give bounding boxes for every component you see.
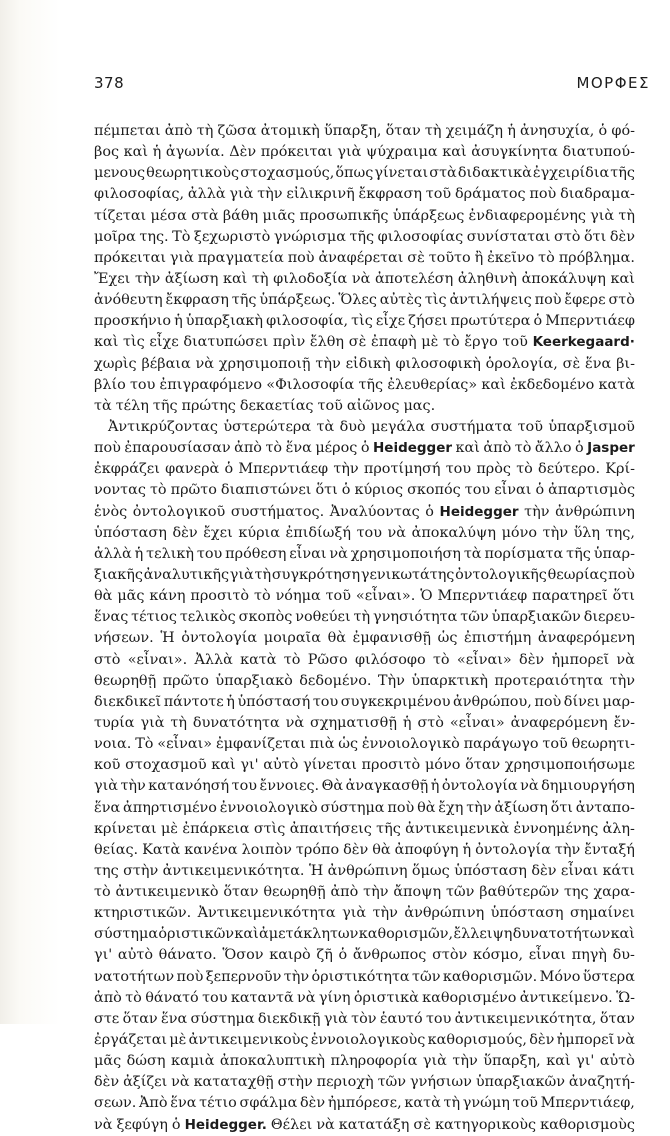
text-line: Ἀντικρύζοντας ὑστερώτερα τὰ δυὸ μεγάλα συστήματα τοῦ ὑπαρξισμοῦ (108, 418, 635, 435)
text-line: προσκήνιο ἡ ὑπαρξιακὴ φιλοσοφία, τὶς εἶχε ζήσει πρωτύτερα ὁ Μπερντιάεφ (94, 313, 635, 330)
text-line: ὑπόσταση δὲν ἔχει κύρια ἐπιδίωξή του νὰ ἀποκαλύψη μόνο τὴν ὕλη της, (94, 524, 635, 541)
text-line: ἀλλὰ ἡ τελικὴ του πρόθεση εἶναι νὰ χρησιμοποιήση τὰ πορίσματα τῆς ὑπαρ- (94, 545, 635, 562)
text-line: κρίνεται μὲ ἐπάρκεια στὶς ἀπαιτήσεις τῆς ἀντικειμενικὰ ἐννοημένης ἀλη- (94, 820, 635, 837)
text-line: τίζεται μέσα στὰ βάθη μιᾶς προσωπικῆς ὑπάρξεως ἐνδιαφερομένης γιὰ τὴ (94, 207, 635, 224)
text-line: πέμπεται ἀπὸ τὴ ζῶσα ἀτομικὴ ὕπαρξη, ὅταν τὴ χειμάζη ἡ ἀνησυχία, ὁ φό- (94, 123, 635, 139)
running-head: ΜΟΡΦΕΣ (576, 74, 650, 92)
text-line: μενους θεωρητικοὺς στοχασμούς, ὅπως γίνεται στὰ διδακτικὰ ἐγχειρίδια τῆς (94, 165, 635, 182)
text-line: νήσεων. Ἡ ὀντολογία μοιραῖα θὰ ἐμφανισθῇ ὡς ἐπιστήμη ἀναφερόμενη (94, 630, 635, 647)
text-line: ἕνα ἀπηρτισμένο ἐννοιολογικὸ σύστημα ποὺ θὰ ἔχη τὴν ἀξίωση ὅτι ἀνταπο- (94, 799, 635, 816)
text-line: ἀνόθευτη ἔκφραση τῆς ὑπάρξεως. Ὅλες αὐτὲς τὶς ἀντιλήψεις ποὺ ἔφερε στὸ (94, 292, 635, 309)
text-line: θεωρηθῇ πρῶτο ὑπαρξιακὸ δεδομένο. Τὴν ὑπαρκτικὴ προτεραιότητα τὴν (94, 672, 635, 689)
text-line: στε ὅταν ἕνα σύστημα διεκδικῇ γιὰ τὸν ἑαυτό του ἀντικειμενικότητα, ὅταν (94, 1010, 635, 1027)
text-line: ποὺ ἐπαρουσίασαν ἀπὸ τὸ ἕνα μέρος ὁ Heidegger καὶ ἀπὸ τὸ ἄλλο ὁ Jasper (94, 440, 635, 457)
text-line: θείας. Κατὰ κανένα λοιπὸν τρόπο δὲν θὰ ἀποφύγη ἡ ὀντολογία τὴν ἔνταξή (94, 841, 635, 858)
page-number: 378 (94, 74, 125, 92)
text-line: καὶ τὶς εἶχε διατυπώσει πρὶν ἔλθη σὲ ἐπαφὴ μὲ τὸ ἔργο τοῦ Keerkegaard· (94, 334, 635, 351)
text-line: νοντας τὸ πρῶτο διαπιστώνει ὅτι ὁ κύριος σκοπός του εἶναι ὁ ἀπαρτισμὸς (94, 482, 635, 499)
body-text (94, 121, 635, 1136)
text-line: κτηριστικῶν. Ἀντικειμενικότητα γιὰ τὴν ἀνθρώπινη ὑπόσταση σημαίνει (94, 905, 635, 922)
text-line: θὰ μᾶς κάνη προσιτὸ τὸ νόημα τοῦ «εἶναι». Ὁ Μπερντιάεφ παρατηρεῖ ὅτι (94, 588, 635, 605)
text-line: ἕνας τέτιος τελικὸς σκοπὸς νοθεύει τὴ γνησιότητα τῶν ὑπαρξιακῶν διερευ- (94, 609, 635, 626)
text-line: Ἔχει τὴν ἀξίωση καὶ τὴ φιλοδοξία νὰ ἀποτελέση ἀληθινὴ ἀποκάλυψη καὶ (94, 270, 635, 287)
text-line: στὸ «εἶναι». Ἀλλὰ κατὰ τὸ Ρῶσο φιλόσοφο τὸ «εἶναι» δὲν ἠμπορεῖ νὰ (94, 651, 635, 668)
text-line: ξιακῆς ἀναλυτικῆς γιὰ τὴ συγκρότηση γενικωτάτης ὀντολογικῆς θεωρίας ποὺ (94, 566, 635, 583)
text-line: κοῦ στοχασμοῦ καὶ γι' αὐτὸ γίνεται προσιτὸ μόνο ὅταν χρησιμοποιήσωμε (94, 757, 635, 774)
text-line: γιὰ τὴν κατανόησή του ἔννοιες. Θὰ ἀναγκασθῇ ἡ ὀντολογία νὰ δημιουργήση (94, 778, 635, 795)
text-line: φιλοσοφίας, ἀλλὰ γιὰ τὴν εἰλικρινῆ ἔκφραση τοῦ δράματος ποὺ διαδραμα- (94, 186, 635, 203)
text-line: μᾶς δώση καμιὰ ἀποκαλυπτικὴ πληροφορία γιὰ τὴν ὕπαρξη, καὶ γι' αὐτὸ (94, 1053, 635, 1070)
text-line: δὲν ἀξίζει νὰ καταταχθῇ στὴν περιοχὴ τῶν γνήσιων ὑπαρξιακῶν ἀναζητή- (94, 1074, 635, 1091)
text-line: νὰ ξεφύγη ὁ Heidegger. Θέλει νὰ κατατάξη σὲ κατηγορικοὺς καθορισμοὺς (94, 1116, 635, 1133)
page-header (94, 74, 650, 98)
text-line: πρόκειται γιὰ πραγματεία ποὺ ἀναφέρεται σὲ τοῦτο ἢ ἐκεῖνο τὸ πρόβλημα. (94, 249, 635, 266)
text-line: διεκδικεῖ πάντοτε ἡ ὑπόστασή του συγκεκριμένου ἀνθρώπου, ποὺ δίνει μαρ- (94, 693, 635, 710)
text-line: ἐργάζεται μὲ ἀντικειμενικοὺς ἐννοιολογικοὺς καθορισμούς, δὲν ἠμπορεῖ νὰ (94, 1032, 635, 1049)
text-line: χωρὶς βέβαια νὰ χρησιμοποιῇ τὴν εἰδικὴ φιλοσοφικὴ ὁρολογία, σὲ ἕνα βι- (94, 355, 635, 372)
text-line: σύστημα ὁριστικῶν καὶ ἀμετάκλητων καθορισμῶν, ἔλλειψη δυνατοτήτων καὶ (94, 926, 635, 943)
text-line: τυρία γιὰ τὴ δυνατότητα νὰ σχηματισθῇ ἡ στὸ «εἶναι» ἀναφερόμενη ἔν- (94, 714, 635, 731)
text-line: βος καὶ ἡ ἀγωνία. Δὲν πρόκειται γιὰ ψύχραιμα καὶ ἀσυγκίνητα διατυπού- (94, 144, 635, 161)
text-line: ἀπὸ τὸ θάνατό του καταντᾶ νὰ γίνη ὁριστικὰ καθορισμένο ἀντικείμενο. Ὥ- (94, 989, 635, 1006)
text-line: τὰ τέλη τῆς πρώτης δεκαετίας τοῦ αἰῶνος μας. (94, 397, 436, 414)
text-line: νοια. Τὸ «εἶναι» ἐμφανίζεται πιὰ ὡς ἐννοιολογικὸ παράγωγο τοῦ θεωρητι- (94, 736, 635, 753)
text-line: ἐκφράζει φανερὰ ὁ Μπερντιάεφ τὴν προτίμησή του πρὸς τὸ δεύτερο. Κρί- (94, 461, 635, 478)
text-line: βλίο του ἐπιγραφόμενο «Φιλοσοφία τῆς ἐλευθερίας» καὶ ἐκδεδομένο κατὰ (94, 376, 635, 393)
text-line: τὸ ἀντικειμενικὸ ὅταν θεωρηθῇ ἀπὸ τὴν ἄποψη τῶν βαθύτερῶν της χαρα- (94, 884, 635, 901)
text-line: νατοτήτων ποὺ ξεπερνοῦν τὴν ὁριστικότητα τῶν καθορισμῶν. Μόνο ὕστερα (94, 968, 635, 985)
text-line: μοῖρα της. Τὸ ξεχωριστὸ γνώρισμα τῆς φιλοσοφίας συνίσταται στὸ ὅτι δὲν (94, 228, 635, 245)
text-line: γι' αὐτὸ θάνατο. Ὅσον καιρὸ ζῆ ὁ ἄνθρωπος στὸν κόσμο, εἶναι πηγὴ δυ- (94, 947, 635, 964)
text-line: σεων. Ἀπὸ ἕνα τέτιο σφάλμα δὲν ἠμπόρεσε, κατὰ τὴ γνώμη τοῦ Μπερντιάεφ, (94, 1095, 635, 1112)
text-line: της στὴν ἀντικειμενικότητα. Ἡ ἀνθρώπινη ὅμως ὑπόσταση δὲν εἶναι κάτι (94, 862, 635, 879)
text-line: ἑνὸς ὀντολογικοῦ συστήματος. Ἀναλύοντας ὁ Heidegger τὴν ἀνθρώπινη (94, 503, 635, 520)
